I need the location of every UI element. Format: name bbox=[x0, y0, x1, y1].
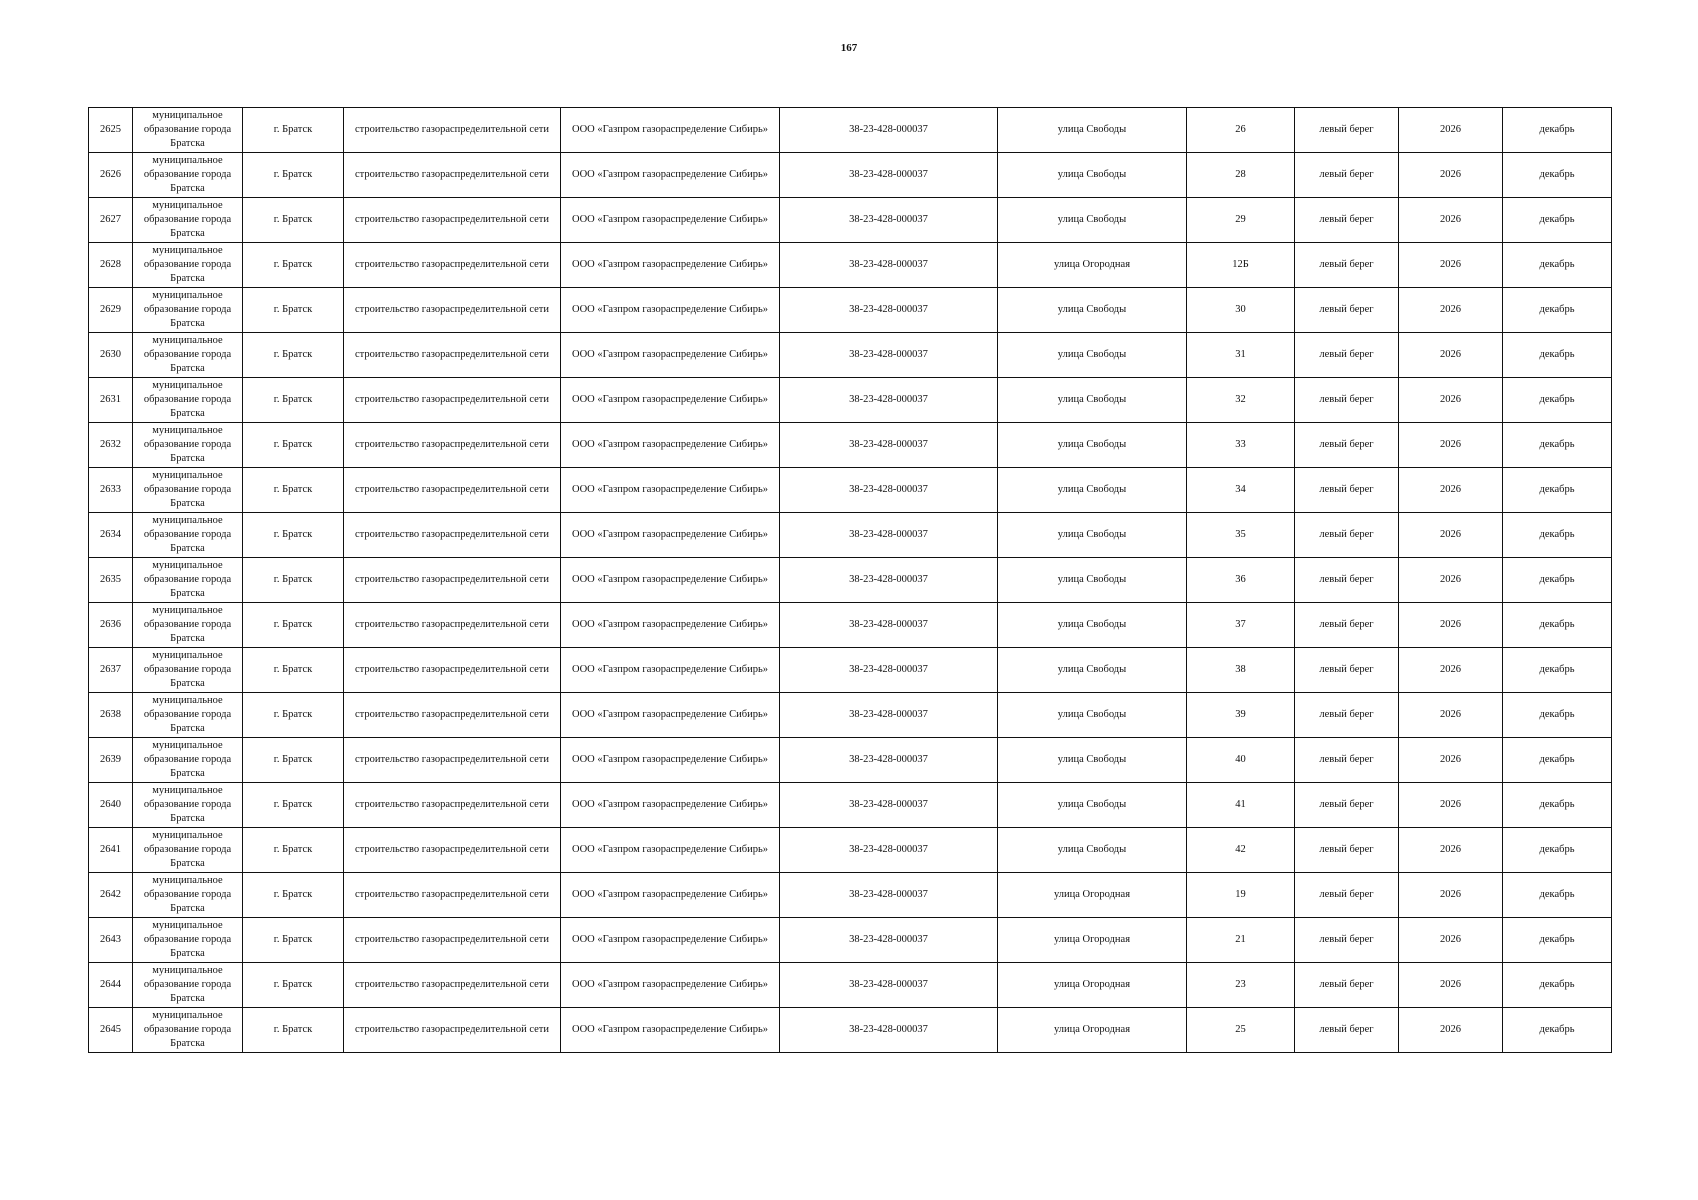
object-code-cell: 38-23-428-000037 bbox=[780, 738, 998, 783]
river-bank-cell: левый берег bbox=[1295, 783, 1399, 828]
river-bank-cell: левый берег bbox=[1295, 1008, 1399, 1053]
work-type-cell: строительство газораспределительной сети bbox=[344, 828, 561, 873]
city-cell: г. Братск bbox=[243, 693, 344, 738]
object-code-cell: 38-23-428-000037 bbox=[780, 333, 998, 378]
city-cell: г. Братск bbox=[243, 648, 344, 693]
river-bank-cell: левый берег bbox=[1295, 693, 1399, 738]
street-cell: улица Свободы bbox=[998, 333, 1187, 378]
house-number-cell: 31 bbox=[1187, 333, 1295, 378]
month-cell: декабрь bbox=[1503, 873, 1612, 918]
river-bank-cell: левый берег bbox=[1295, 918, 1399, 963]
municipality-cell: муниципальное образование города Братска bbox=[133, 108, 243, 153]
month-cell: декабрь bbox=[1503, 738, 1612, 783]
river-bank-cell: левый берег bbox=[1295, 108, 1399, 153]
municipality-cell: муниципальное образование города Братска bbox=[133, 1008, 243, 1053]
month-cell: декабрь bbox=[1503, 1008, 1612, 1053]
city-cell: г. Братск bbox=[243, 873, 344, 918]
city-cell: г. Братск bbox=[243, 423, 344, 468]
municipality-cell: муниципальное образование города Братска bbox=[133, 153, 243, 198]
row-number-cell: 2631 bbox=[89, 378, 133, 423]
row-number-cell: 2635 bbox=[89, 558, 133, 603]
object-code-cell: 38-23-428-000037 bbox=[780, 918, 998, 963]
table-row bbox=[89, 873, 1612, 918]
work-type-cell: строительство газораспределительной сети bbox=[344, 738, 561, 783]
street-cell: улица Свободы bbox=[998, 423, 1187, 468]
month-cell: декабрь bbox=[1503, 783, 1612, 828]
table-row bbox=[89, 918, 1612, 963]
object-code-cell: 38-23-428-000037 bbox=[780, 828, 998, 873]
month-cell: декабрь bbox=[1503, 153, 1612, 198]
row-number-cell: 2642 bbox=[89, 873, 133, 918]
street-cell: улица Свободы bbox=[998, 153, 1187, 198]
river-bank-cell: левый берег bbox=[1295, 873, 1399, 918]
year-cell: 2026 bbox=[1399, 513, 1503, 558]
municipality-cell: муниципальное образование города Братска bbox=[133, 333, 243, 378]
municipality-cell: муниципальное образование города Братска bbox=[133, 378, 243, 423]
year-cell: 2026 bbox=[1399, 693, 1503, 738]
organization-cell: ООО «Газпром газораспределение Сибирь» bbox=[561, 468, 780, 513]
work-type-cell: строительство газораспределительной сети bbox=[344, 648, 561, 693]
street-cell: улица Свободы bbox=[998, 558, 1187, 603]
table-row bbox=[89, 153, 1612, 198]
street-cell: улица Огородная bbox=[998, 243, 1187, 288]
house-number-cell: 38 bbox=[1187, 648, 1295, 693]
table-row bbox=[89, 963, 1612, 1008]
year-cell: 2026 bbox=[1399, 603, 1503, 648]
work-type-cell: строительство газораспределительной сети bbox=[344, 963, 561, 1008]
month-cell: декабрь bbox=[1503, 648, 1612, 693]
object-code-cell: 38-23-428-000037 bbox=[780, 783, 998, 828]
house-number-cell: 33 bbox=[1187, 423, 1295, 468]
work-type-cell: строительство газораспределительной сети bbox=[344, 783, 561, 828]
house-number-cell: 28 bbox=[1187, 153, 1295, 198]
municipality-cell: муниципальное образование города Братска bbox=[133, 288, 243, 333]
work-type-cell: строительство газораспределительной сети bbox=[344, 423, 561, 468]
object-code-cell: 38-23-428-000037 bbox=[780, 108, 998, 153]
street-cell: улица Свободы bbox=[998, 513, 1187, 558]
table-row bbox=[89, 468, 1612, 513]
street-cell: улица Огородная bbox=[998, 918, 1187, 963]
year-cell: 2026 bbox=[1399, 738, 1503, 783]
table-row bbox=[89, 1008, 1612, 1053]
city-cell: г. Братск bbox=[243, 513, 344, 558]
house-number-cell: 23 bbox=[1187, 963, 1295, 1008]
organization-cell: ООО «Газпром газораспределение Сибирь» bbox=[561, 108, 780, 153]
work-type-cell: строительство газораспределительной сети bbox=[344, 243, 561, 288]
year-cell: 2026 bbox=[1399, 423, 1503, 468]
river-bank-cell: левый берег bbox=[1295, 288, 1399, 333]
organization-cell: ООО «Газпром газораспределение Сибирь» bbox=[561, 153, 780, 198]
river-bank-cell: левый берег bbox=[1295, 648, 1399, 693]
month-cell: декабрь bbox=[1503, 108, 1612, 153]
year-cell: 2026 bbox=[1399, 288, 1503, 333]
year-cell: 2026 bbox=[1399, 153, 1503, 198]
city-cell: г. Братск bbox=[243, 198, 344, 243]
city-cell: г. Братск bbox=[243, 783, 344, 828]
house-number-cell: 32 bbox=[1187, 378, 1295, 423]
municipality-cell: муниципальное образование города Братска bbox=[133, 828, 243, 873]
year-cell: 2026 bbox=[1399, 783, 1503, 828]
organization-cell: ООО «Газпром газораспределение Сибирь» bbox=[561, 558, 780, 603]
street-cell: улица Свободы bbox=[998, 288, 1187, 333]
year-cell: 2026 bbox=[1399, 1008, 1503, 1053]
municipality-cell: муниципальное образование города Братска bbox=[133, 963, 243, 1008]
year-cell: 2026 bbox=[1399, 828, 1503, 873]
object-code-cell: 38-23-428-000037 bbox=[780, 468, 998, 513]
organization-cell: ООО «Газпром газораспределение Сибирь» bbox=[561, 198, 780, 243]
year-cell: 2026 bbox=[1399, 378, 1503, 423]
year-cell: 2026 bbox=[1399, 558, 1503, 603]
street-cell: улица Свободы bbox=[998, 468, 1187, 513]
organization-cell: ООО «Газпром газораспределение Сибирь» bbox=[561, 603, 780, 648]
object-code-cell: 38-23-428-000037 bbox=[780, 558, 998, 603]
house-number-cell: 26 bbox=[1187, 108, 1295, 153]
table-row bbox=[89, 738, 1612, 783]
street-cell: улица Свободы bbox=[998, 828, 1187, 873]
city-cell: г. Братск bbox=[243, 603, 344, 648]
object-code-cell: 38-23-428-000037 bbox=[780, 198, 998, 243]
city-cell: г. Братск bbox=[243, 963, 344, 1008]
work-type-cell: строительство газораспределительной сети bbox=[344, 468, 561, 513]
object-code-cell: 38-23-428-000037 bbox=[780, 693, 998, 738]
work-type-cell: строительство газораспределительной сети bbox=[344, 1008, 561, 1053]
table-row bbox=[89, 378, 1612, 423]
table-row bbox=[89, 828, 1612, 873]
row-number-cell: 2643 bbox=[89, 918, 133, 963]
organization-cell: ООО «Газпром газораспределение Сибирь» bbox=[561, 963, 780, 1008]
month-cell: декабрь bbox=[1503, 378, 1612, 423]
month-cell: декабрь bbox=[1503, 423, 1612, 468]
object-code-cell: 38-23-428-000037 bbox=[780, 153, 998, 198]
municipality-cell: муниципальное образование города Братска bbox=[133, 873, 243, 918]
municipality-cell: муниципальное образование города Братска bbox=[133, 558, 243, 603]
object-code-cell: 38-23-428-000037 bbox=[780, 288, 998, 333]
municipality-cell: муниципальное образование города Братска bbox=[133, 198, 243, 243]
city-cell: г. Братск bbox=[243, 378, 344, 423]
organization-cell: ООО «Газпром газораспределение Сибирь» bbox=[561, 243, 780, 288]
row-number-cell: 2629 bbox=[89, 288, 133, 333]
page-number: 167 bbox=[840, 42, 858, 54]
work-type-cell: строительство газораспределительной сети bbox=[344, 513, 561, 558]
river-bank-cell: левый берег bbox=[1295, 513, 1399, 558]
table-row bbox=[89, 783, 1612, 828]
organization-cell: ООО «Газпром газораспределение Сибирь» bbox=[561, 738, 780, 783]
street-cell: улица Свободы bbox=[998, 198, 1187, 243]
house-number-cell: 25 bbox=[1187, 1008, 1295, 1053]
object-code-cell: 38-23-428-000037 bbox=[780, 963, 998, 1008]
work-type-cell: строительство газораспределительной сети bbox=[344, 333, 561, 378]
organization-cell: ООО «Газпром газораспределение Сибирь» bbox=[561, 918, 780, 963]
table-row bbox=[89, 693, 1612, 738]
organization-cell: ООО «Газпром газораспределение Сибирь» bbox=[561, 783, 780, 828]
house-number-cell: 41 bbox=[1187, 783, 1295, 828]
organization-cell: ООО «Газпром газораспределение Сибирь» bbox=[561, 693, 780, 738]
city-cell: г. Братск bbox=[243, 468, 344, 513]
row-number-cell: 2625 bbox=[89, 108, 133, 153]
row-number-cell: 2640 bbox=[89, 783, 133, 828]
table-row bbox=[89, 108, 1612, 153]
month-cell: декабрь bbox=[1503, 558, 1612, 603]
year-cell: 2026 bbox=[1399, 198, 1503, 243]
organization-cell: ООО «Газпром газораспределение Сибирь» bbox=[561, 648, 780, 693]
river-bank-cell: левый берег bbox=[1295, 243, 1399, 288]
river-bank-cell: левый берег bbox=[1295, 828, 1399, 873]
organization-cell: ООО «Газпром газораспределение Сибирь» bbox=[561, 378, 780, 423]
house-number-cell: 34 bbox=[1187, 468, 1295, 513]
river-bank-cell: левый берег bbox=[1295, 153, 1399, 198]
object-code-cell: 38-23-428-000037 bbox=[780, 243, 998, 288]
row-number-cell: 2639 bbox=[89, 738, 133, 783]
year-cell: 2026 bbox=[1399, 243, 1503, 288]
river-bank-cell: левый берег bbox=[1295, 963, 1399, 1008]
row-number-cell: 2632 bbox=[89, 423, 133, 468]
table-row bbox=[89, 648, 1612, 693]
row-number-cell: 2626 bbox=[89, 153, 133, 198]
table-row bbox=[89, 288, 1612, 333]
row-number-cell: 2638 bbox=[89, 693, 133, 738]
work-type-cell: строительство газораспределительной сети bbox=[344, 108, 561, 153]
row-number-cell: 2644 bbox=[89, 963, 133, 1008]
street-cell: улица Свободы bbox=[998, 648, 1187, 693]
house-number-cell: 36 bbox=[1187, 558, 1295, 603]
table-row bbox=[89, 558, 1612, 603]
month-cell: декабрь bbox=[1503, 963, 1612, 1008]
river-bank-cell: левый берег bbox=[1295, 738, 1399, 783]
municipality-cell: муниципальное образование города Братска bbox=[133, 603, 243, 648]
house-number-cell: 29 bbox=[1187, 198, 1295, 243]
work-type-cell: строительство газораспределительной сети bbox=[344, 558, 561, 603]
street-cell: улица Свободы bbox=[998, 378, 1187, 423]
organization-cell: ООО «Газпром газораспределение Сибирь» bbox=[561, 513, 780, 558]
municipality-cell: муниципальное образование города Братска bbox=[133, 423, 243, 468]
work-type-cell: строительство газораспределительной сети bbox=[344, 198, 561, 243]
house-number-cell: 19 bbox=[1187, 873, 1295, 918]
municipality-cell: муниципальное образование города Братска bbox=[133, 783, 243, 828]
year-cell: 2026 bbox=[1399, 333, 1503, 378]
street-cell: улица Свободы bbox=[998, 738, 1187, 783]
municipality-cell: муниципальное образование города Братска bbox=[133, 468, 243, 513]
house-number-cell: 30 bbox=[1187, 288, 1295, 333]
river-bank-cell: левый берег bbox=[1295, 198, 1399, 243]
table-row bbox=[89, 333, 1612, 378]
object-code-cell: 38-23-428-000037 bbox=[780, 648, 998, 693]
municipality-cell: муниципальное образование города Братска bbox=[133, 918, 243, 963]
city-cell: г. Братск bbox=[243, 828, 344, 873]
month-cell: декабрь bbox=[1503, 288, 1612, 333]
organization-cell: ООО «Газпром газораспределение Сибирь» bbox=[561, 288, 780, 333]
street-cell: улица Свободы bbox=[998, 693, 1187, 738]
municipality-cell: муниципальное образование города Братска bbox=[133, 648, 243, 693]
municipality-cell: муниципальное образование города Братска bbox=[133, 693, 243, 738]
register-table bbox=[88, 107, 1612, 1053]
house-number-cell: 39 bbox=[1187, 693, 1295, 738]
river-bank-cell: левый берег bbox=[1295, 378, 1399, 423]
house-number-cell: 12Б bbox=[1187, 243, 1295, 288]
row-number-cell: 2630 bbox=[89, 333, 133, 378]
city-cell: г. Братск bbox=[243, 288, 344, 333]
table-row bbox=[89, 198, 1612, 243]
municipality-cell: муниципальное образование города Братска bbox=[133, 243, 243, 288]
river-bank-cell: левый берег bbox=[1295, 333, 1399, 378]
month-cell: декабрь bbox=[1503, 693, 1612, 738]
organization-cell: ООО «Газпром газораспределение Сибирь» bbox=[561, 873, 780, 918]
city-cell: г. Братск bbox=[243, 918, 344, 963]
house-number-cell: 35 bbox=[1187, 513, 1295, 558]
work-type-cell: строительство газораспределительной сети bbox=[344, 873, 561, 918]
year-cell: 2026 bbox=[1399, 468, 1503, 513]
month-cell: декабрь bbox=[1503, 513, 1612, 558]
object-code-cell: 38-23-428-000037 bbox=[780, 1008, 998, 1053]
table-body bbox=[89, 108, 1612, 1053]
city-cell: г. Братск bbox=[243, 108, 344, 153]
year-cell: 2026 bbox=[1399, 918, 1503, 963]
street-cell: улица Огородная bbox=[998, 873, 1187, 918]
object-code-cell: 38-23-428-000037 bbox=[780, 513, 998, 558]
municipality-cell: муниципальное образование города Братска bbox=[133, 513, 243, 558]
city-cell: г. Братск bbox=[243, 333, 344, 378]
organization-cell: ООО «Газпром газораспределение Сибирь» bbox=[561, 1008, 780, 1053]
month-cell: декабрь bbox=[1503, 468, 1612, 513]
table-row bbox=[89, 603, 1612, 648]
work-type-cell: строительство газораспределительной сети bbox=[344, 378, 561, 423]
river-bank-cell: левый берег bbox=[1295, 423, 1399, 468]
city-cell: г. Братск bbox=[243, 558, 344, 603]
organization-cell: ООО «Газпром газораспределение Сибирь» bbox=[561, 423, 780, 468]
row-number-cell: 2633 bbox=[89, 468, 133, 513]
house-number-cell: 42 bbox=[1187, 828, 1295, 873]
city-cell: г. Братск bbox=[243, 1008, 344, 1053]
row-number-cell: 2641 bbox=[89, 828, 133, 873]
organization-cell: ООО «Газпром газораспределение Сибирь» bbox=[561, 828, 780, 873]
row-number-cell: 2645 bbox=[89, 1008, 133, 1053]
object-code-cell: 38-23-428-000037 bbox=[780, 378, 998, 423]
month-cell: декабрь bbox=[1503, 243, 1612, 288]
month-cell: декабрь bbox=[1503, 918, 1612, 963]
row-number-cell: 2627 bbox=[89, 198, 133, 243]
street-cell: улица Огородная bbox=[998, 1008, 1187, 1053]
year-cell: 2026 bbox=[1399, 648, 1503, 693]
row-number-cell: 2634 bbox=[89, 513, 133, 558]
month-cell: декабрь bbox=[1503, 198, 1612, 243]
month-cell: декабрь bbox=[1503, 333, 1612, 378]
city-cell: г. Братск bbox=[243, 738, 344, 783]
month-cell: декабрь bbox=[1503, 603, 1612, 648]
object-code-cell: 38-23-428-000037 bbox=[780, 603, 998, 648]
municipality-cell: муниципальное образование города Братска bbox=[133, 738, 243, 783]
river-bank-cell: левый берег bbox=[1295, 558, 1399, 603]
work-type-cell: строительство газораспределительной сети bbox=[344, 603, 561, 648]
street-cell: улица Свободы bbox=[998, 108, 1187, 153]
street-cell: улица Свободы bbox=[998, 783, 1187, 828]
year-cell: 2026 bbox=[1399, 873, 1503, 918]
city-cell: г. Братск bbox=[243, 153, 344, 198]
house-number-cell: 21 bbox=[1187, 918, 1295, 963]
house-number-cell: 40 bbox=[1187, 738, 1295, 783]
row-number-cell: 2628 bbox=[89, 243, 133, 288]
work-type-cell: строительство газораспределительной сети bbox=[344, 288, 561, 333]
street-cell: улица Свободы bbox=[998, 603, 1187, 648]
row-number-cell: 2637 bbox=[89, 648, 133, 693]
city-cell: г. Братск bbox=[243, 243, 344, 288]
work-type-cell: строительство газораспределительной сети bbox=[344, 693, 561, 738]
work-type-cell: строительство газораспределительной сети bbox=[344, 918, 561, 963]
table-row bbox=[89, 243, 1612, 288]
table-row bbox=[89, 423, 1612, 468]
object-code-cell: 38-23-428-000037 bbox=[780, 873, 998, 918]
object-code-cell: 38-23-428-000037 bbox=[780, 423, 998, 468]
river-bank-cell: левый берег bbox=[1295, 468, 1399, 513]
street-cell: улица Огородная bbox=[998, 963, 1187, 1008]
table-row bbox=[89, 513, 1612, 558]
river-bank-cell: левый берег bbox=[1295, 603, 1399, 648]
year-cell: 2026 bbox=[1399, 963, 1503, 1008]
row-number-cell: 2636 bbox=[89, 603, 133, 648]
month-cell: декабрь bbox=[1503, 828, 1612, 873]
work-type-cell: строительство газораспределительной сети bbox=[344, 153, 561, 198]
house-number-cell: 37 bbox=[1187, 603, 1295, 648]
organization-cell: ООО «Газпром газораспределение Сибирь» bbox=[561, 333, 780, 378]
year-cell: 2026 bbox=[1399, 108, 1503, 153]
